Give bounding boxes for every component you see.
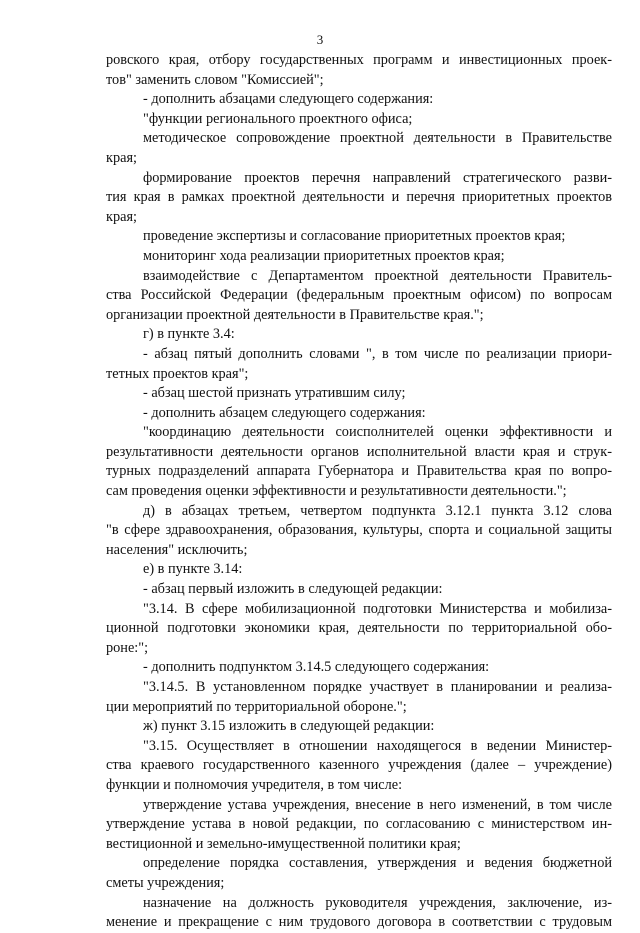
document-body [106, 51, 612, 933]
text-line: "в сфере здравоохранения, образования, культуры, спорта и социальной защиты [106, 522, 612, 539]
text-line: "3.14. В сфере мобилизационной подготовки Министерства и мобилиза- [143, 600, 612, 617]
text-line: - дополнить абзацем следующего содержания: [143, 404, 426, 421]
text-line: населения" исключить; [106, 541, 248, 558]
text-line: тетных проектов края"; [106, 365, 249, 382]
text-line: функции и полномочия учредителя, в том числе: [106, 776, 403, 793]
text-line: проведение экспертизы и согласование приоритетных проектов края; [143, 228, 566, 245]
text-line: назначение на должность руководителя учреждения, заключение, из- [143, 894, 612, 911]
text-line: сам проведения оценки эффективности и результативности деятельности."; [106, 483, 567, 500]
text-line: менение и прекращение с ним трудового договора в соответствии с трудовым [106, 914, 612, 931]
text-line: - дополнить абзацами следующего содержания: [143, 91, 434, 108]
text-line: мониторинг хода реализации приоритетных проектов края; [143, 247, 505, 264]
text-line: утверждение устава учреждения, внесение в него изменений, в том числе [143, 796, 612, 813]
text-line: "3.15. Осуществляет в отношении находящегося в ведении Министер- [143, 737, 612, 754]
text-line: - абзац шестой признать утратившим силу; [143, 385, 406, 402]
text-line: роне:"; [106, 639, 149, 656]
text-line: методическое сопровождение проектной деятельности в Правительстве [143, 130, 612, 147]
text-line: турных подразделений аппарата Губернатора и Правительства края по вопро- [106, 463, 612, 480]
text-line: сметы учреждения; [106, 874, 225, 891]
text-line: утверждение устава в новой редакции, по согласованию с министерством ин- [106, 816, 612, 833]
text-line: вестиционной и земельно-имущественной политики края; [106, 835, 461, 852]
text-line: - абзац первый изложить в следующей редакции: [143, 581, 443, 598]
text-line: ции мероприятий по территориальной обороне."; [106, 698, 407, 715]
text-line: "3.14.5. В установленном порядке участвует в планировании и реализа- [143, 679, 612, 695]
page-number: 3 [316, 32, 324, 47]
text-line: тов" заменить словом "Комиссией"; [106, 71, 324, 88]
text-line: ционной подготовки экономики края, деятельности по территориальной обо- [106, 620, 612, 637]
text-line: е) в пункте 3.14: [143, 561, 243, 578]
text-line: взаимодействие с Департаментом проектной деятельности Правитель- [143, 267, 612, 284]
text-line: организации проектной деятельности в Правительстве края."; [106, 306, 484, 323]
text-line: результативности деятельности органов исполнительной власти края и струк- [106, 443, 612, 460]
text-line: определение порядка составления, утверждения и ведения бюджетной [143, 855, 612, 872]
text-line: г) в пункте 3.4: [143, 326, 235, 343]
text-line: д) в абзацах третьем, четвертом подпункта 3.12.1 пункта 3.12 слова [143, 502, 612, 519]
text-line: ства Российской Федерации (федеральным проектным офисом) по вопросам [106, 287, 612, 304]
text-line: - дополнить подпунктом 3.14.5 следующего содержания: [143, 659, 490, 676]
text-line: "координацию деятельности соисполнителей оценки эффективности и [143, 424, 612, 441]
text-line: формирование проектов перечня направлений стратегического разви- [143, 169, 612, 186]
text-line: края; [106, 208, 137, 225]
text-line: "функции регионального проектного офиса; [143, 110, 413, 127]
text-line: ж) пункт 3.15 изложить в следующей редакции: [143, 718, 435, 735]
text-line: тия края в рамках проектной деятельности и перечня приоритетных проектов [106, 189, 612, 206]
text-line: - абзац пятый дополнить словами ", в том числе по реализации приори- [143, 345, 612, 362]
text-line: ства краевого государственного казенного учреждения (далее – учреждение) [106, 757, 612, 774]
text-line: ровского края, отбору государственных программ и инвестиционных проек- [106, 52, 612, 68]
text-line: края; [106, 149, 137, 166]
